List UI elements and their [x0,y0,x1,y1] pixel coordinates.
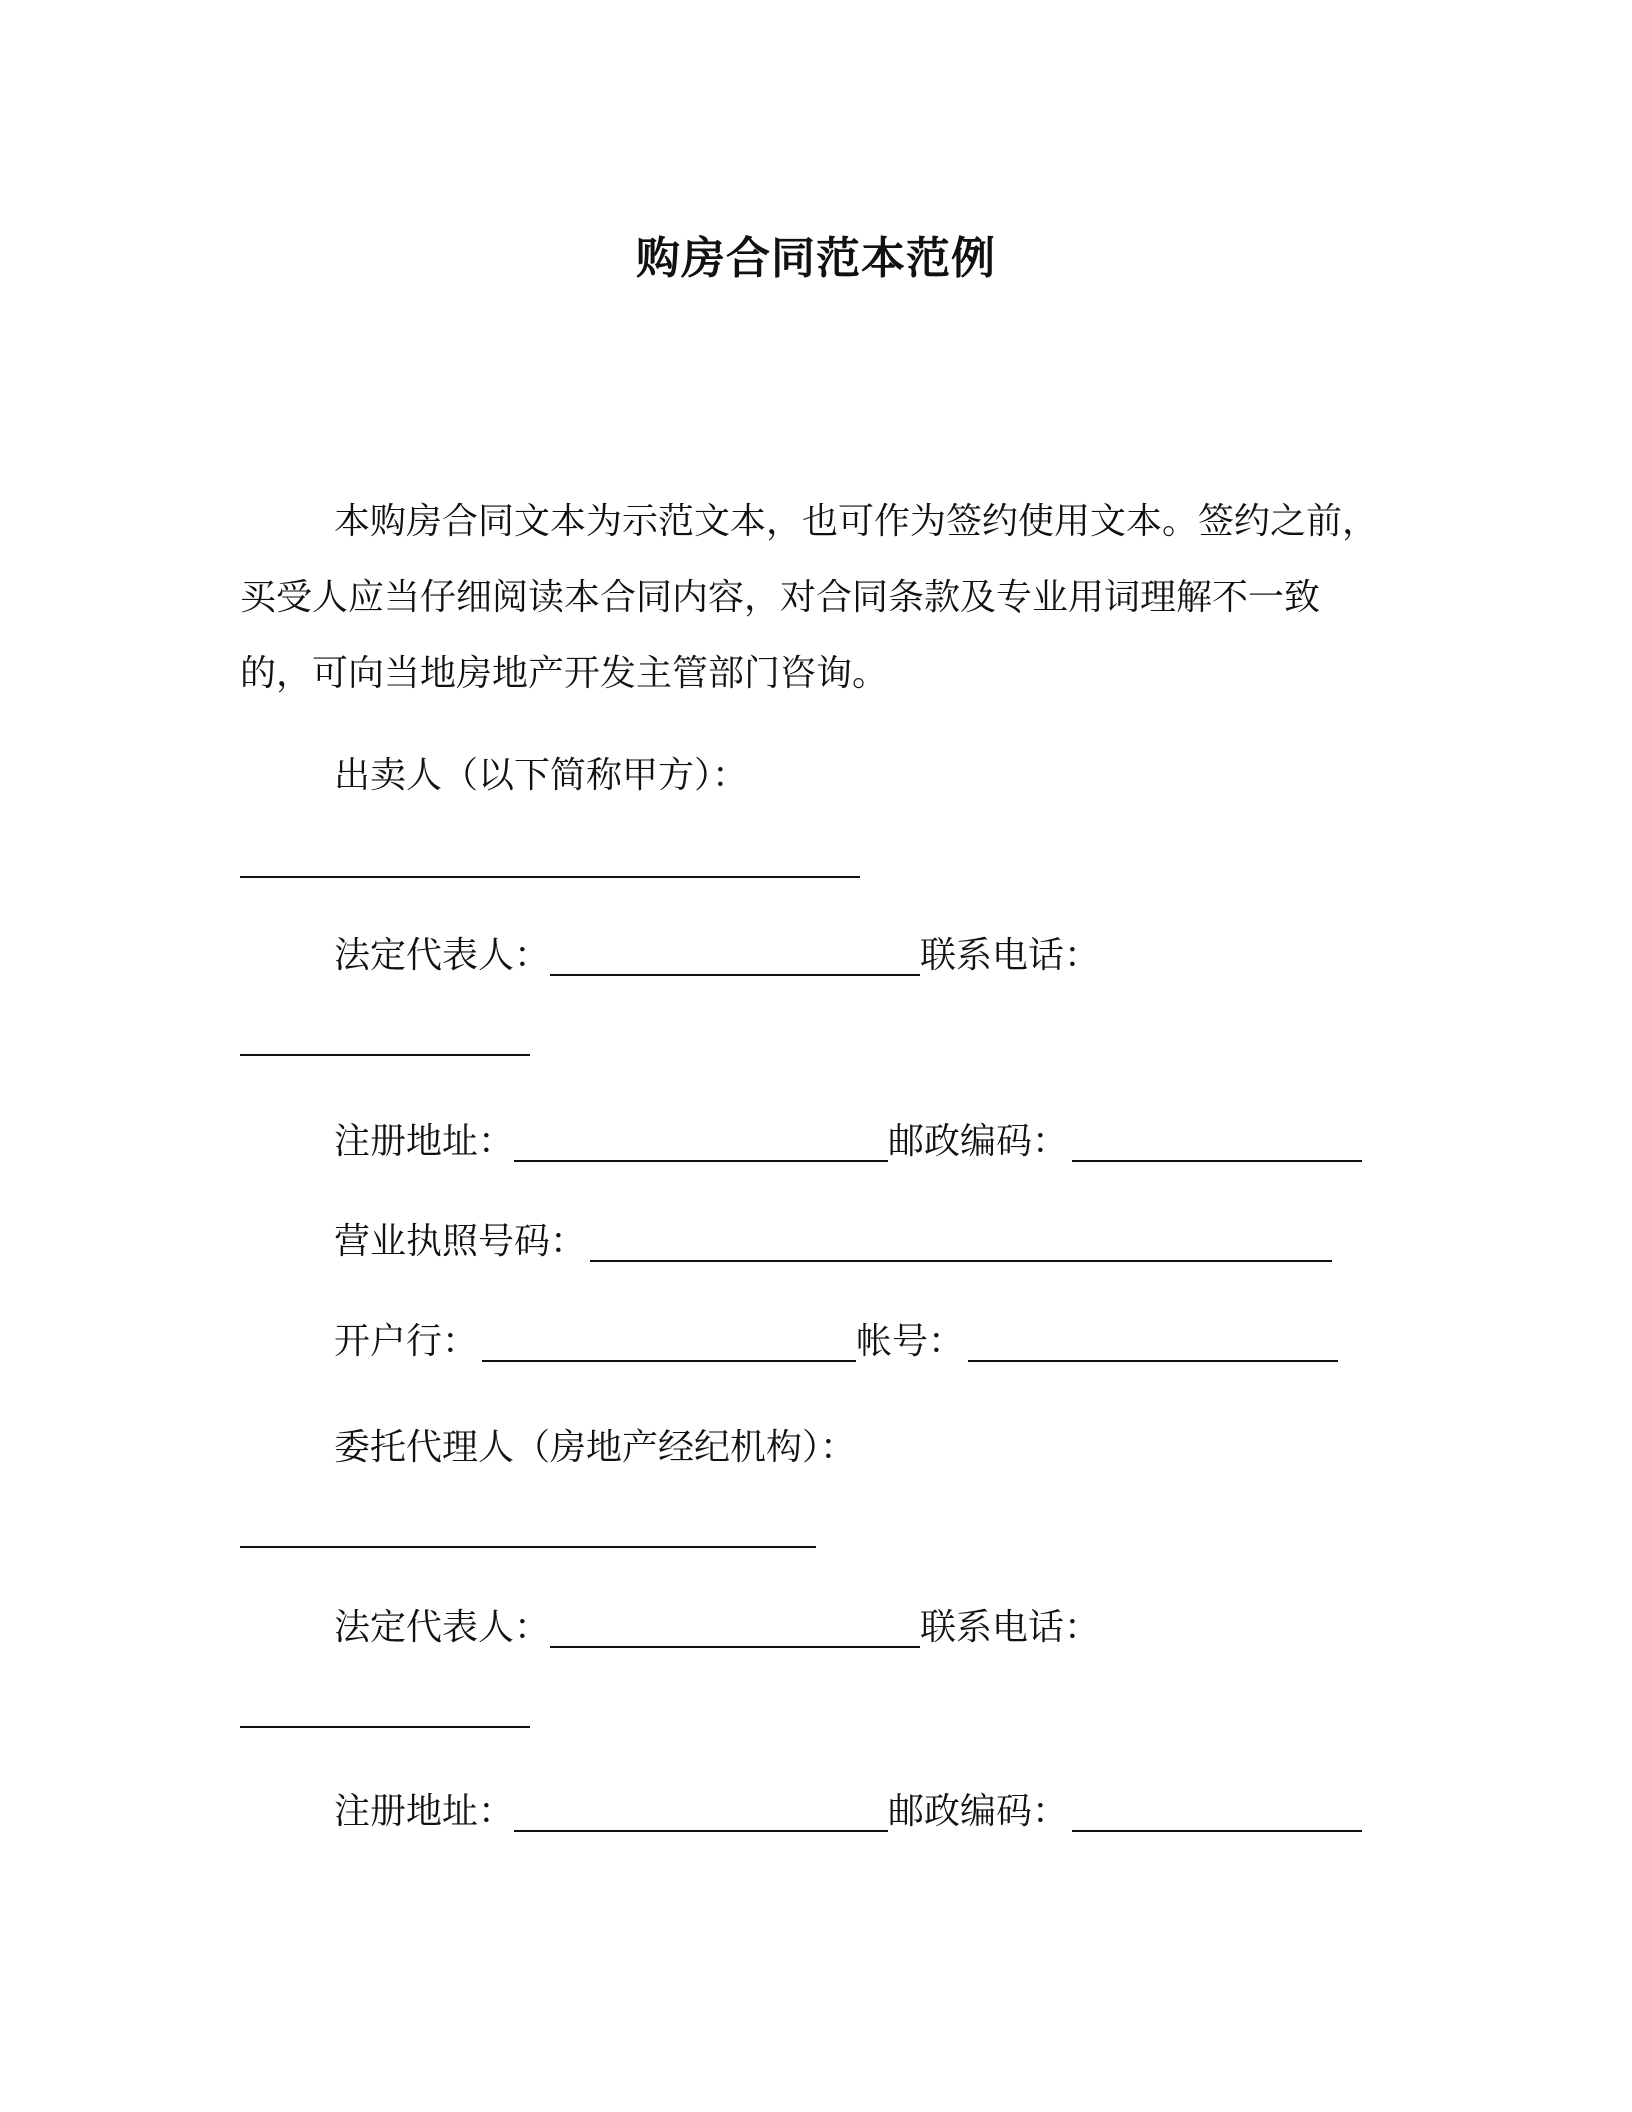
phone-label: 联系电话： [920,935,1101,976]
postcode-label: 邮政编码： [888,1121,1069,1162]
account-blank[interactable] [968,1324,1338,1362]
postcode-blank-2[interactable] [1072,1794,1362,1832]
reg-address-row [334,1118,1362,1166]
reg-address-label: 注册地址： [334,1121,515,1162]
legal-rep-blank-2[interactable] [550,1610,920,1648]
legal-rep-row-2 [334,1604,1100,1652]
business-license-label: 营业执照号码： [334,1221,587,1262]
legal-rep-blank[interactable] [550,938,920,976]
business-license-row [334,1218,1332,1266]
legal-rep-label-2: 法定代表人： [334,1607,551,1648]
phone-label-2: 联系电话： [920,1607,1101,1648]
legal-rep-label: 法定代表人： [334,935,551,976]
seller-name-blank[interactable] [240,876,860,878]
legal-rep-row [334,932,1100,980]
intro-line-1: 本购房合同文本为示范文本，也可作为签约使用文本。签约之前， [334,501,1379,542]
reg-address-blank[interactable] [514,1124,888,1162]
postcode-label-2: 邮政编码： [888,1791,1069,1832]
intro-line-3: 的，可向当地房地产开发主管部门咨询。 [240,653,889,694]
bank-row [334,1318,1338,1366]
phone-blank-2[interactable] [240,1726,530,1728]
seller-label: 出卖人（以下简称甲方）： [334,755,749,796]
postcode-blank[interactable] [1072,1124,1362,1162]
bank-label: 开户行： [334,1321,479,1362]
phone-blank[interactable] [240,1054,530,1056]
agent-name-blank[interactable] [240,1546,816,1548]
intro-line-2: 买受人应当仔细阅读本合同内容，对合同条款及专业用词理解不一致 [240,577,1321,618]
account-label: 帐号： [856,1321,965,1362]
reg-address-label-2: 注册地址： [334,1791,515,1832]
reg-address-row-2 [334,1788,1362,1836]
business-license-blank[interactable] [590,1224,1332,1262]
agent-label: 委托代理人（房地产经纪机构）： [334,1427,857,1468]
document-title: 购房合同范本范例 [636,233,996,284]
reg-address-blank-2[interactable] [514,1794,888,1832]
bank-blank[interactable] [482,1324,856,1362]
